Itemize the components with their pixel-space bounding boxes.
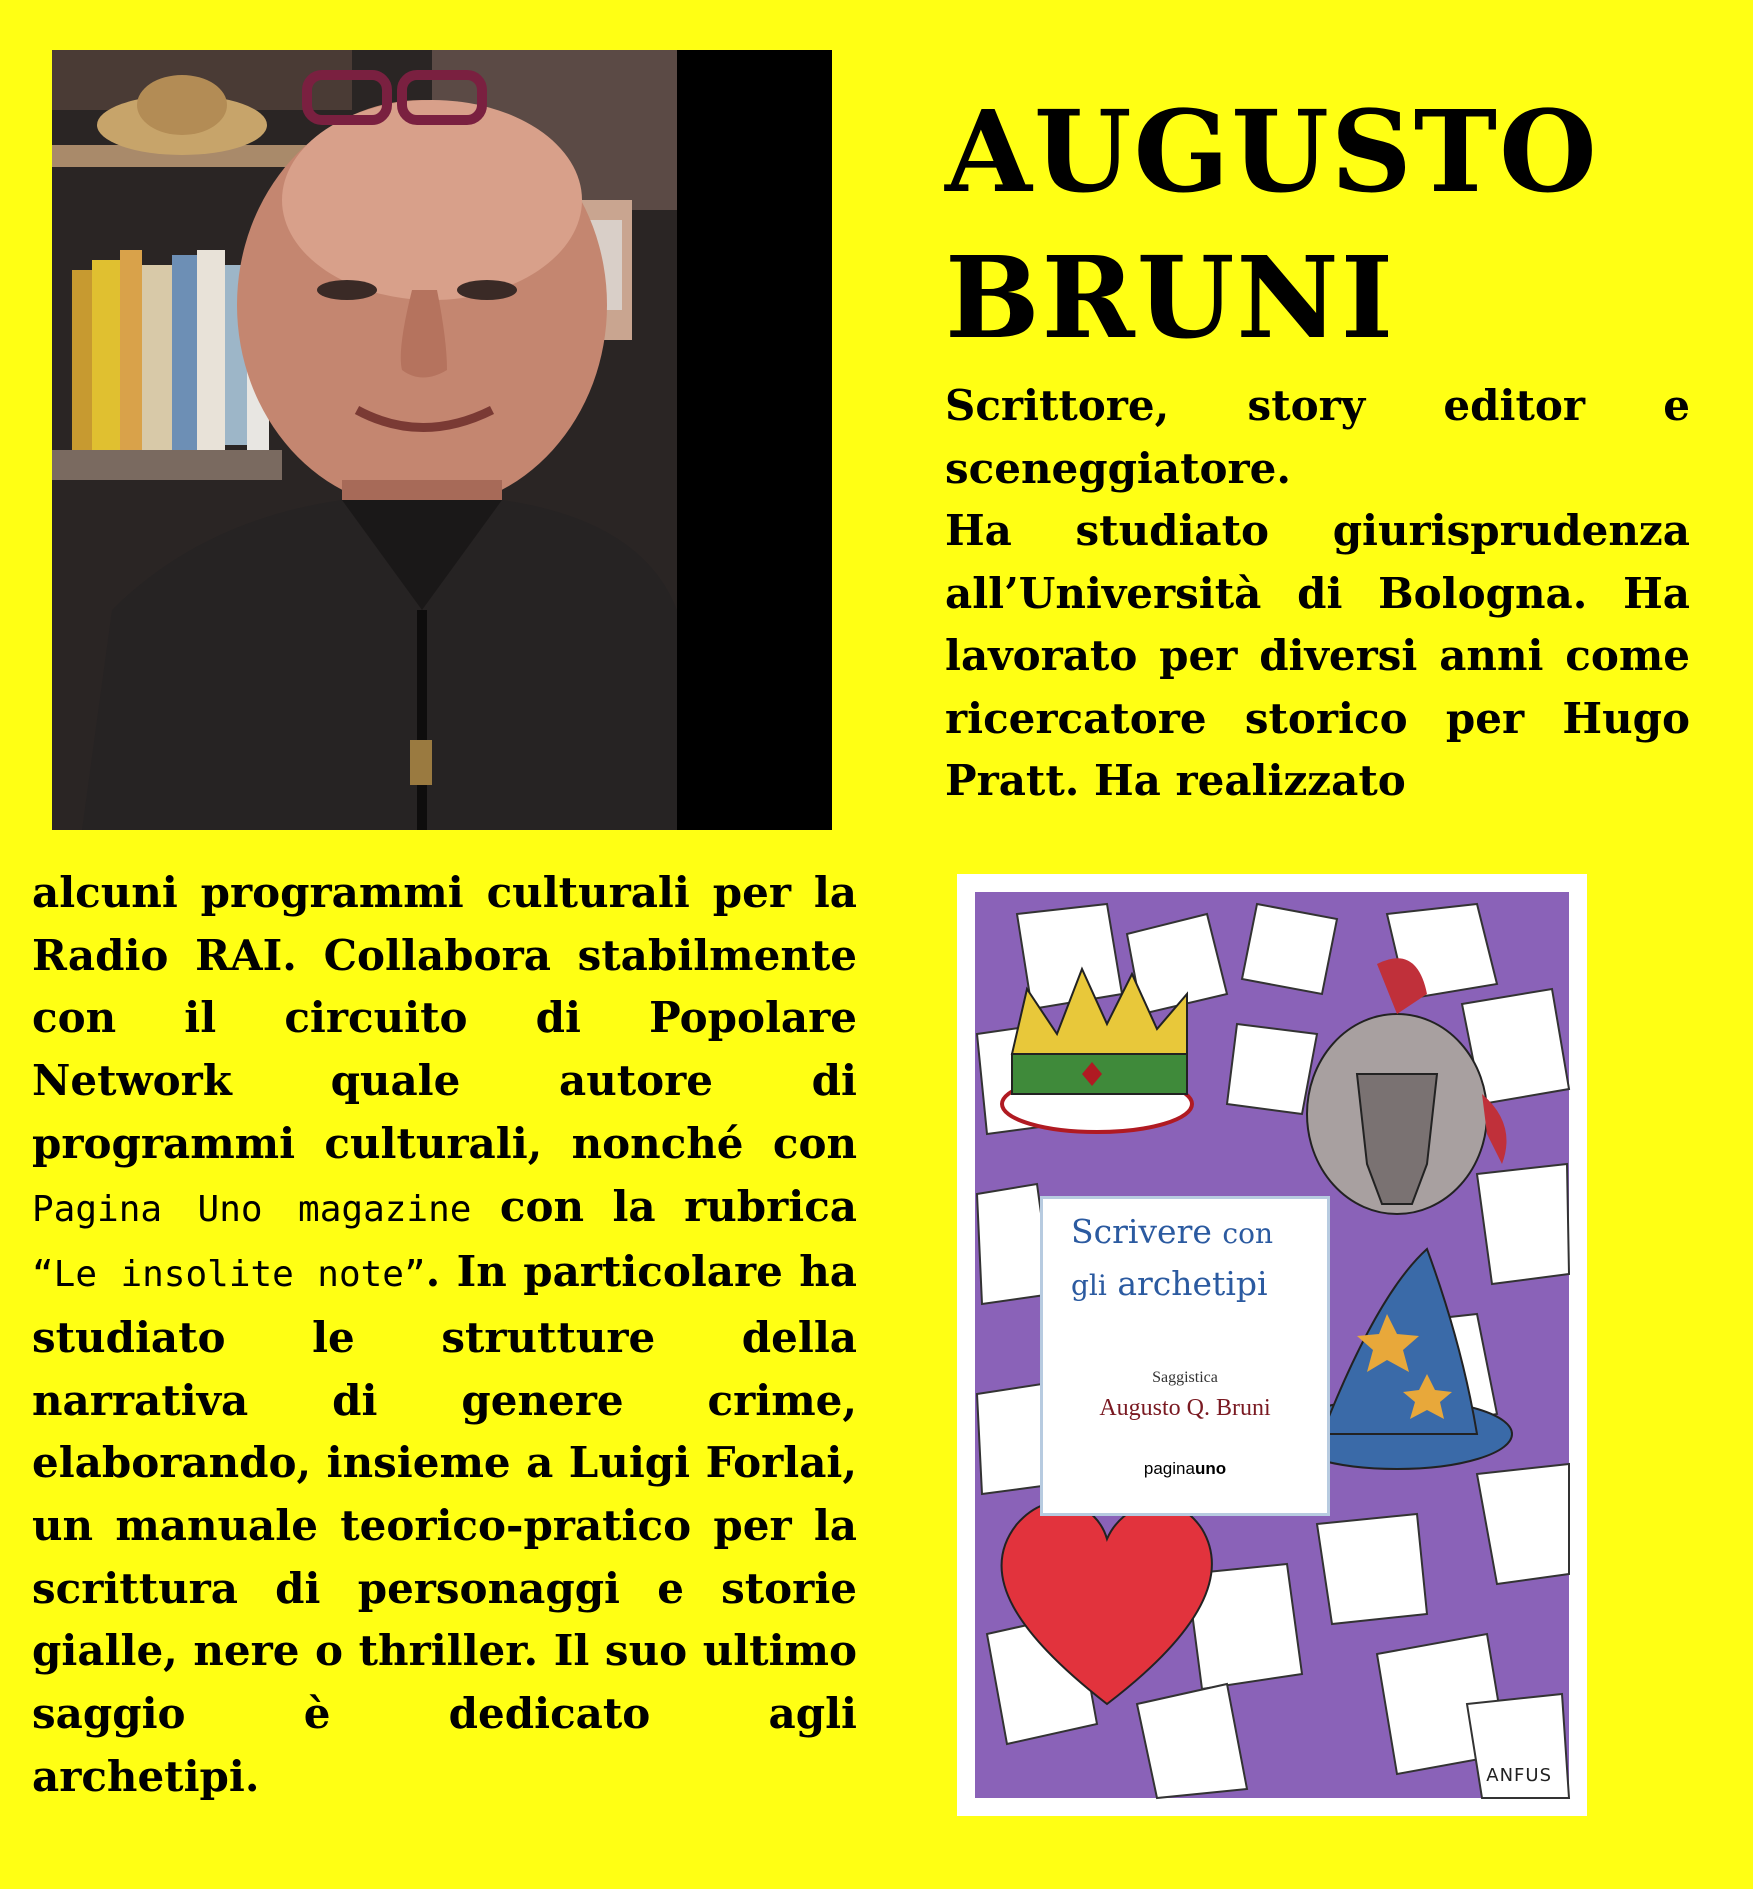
magazine-name: Pagina Uno magazine [32, 1188, 472, 1230]
bio-text-part2: con la rubrica [471, 1181, 857, 1231]
author-portrait-image [52, 50, 832, 830]
bio-text-part1: alcuni programmi culturali per la Radio RAI. Collabora stabilmente con il circuito di Popolare Network quale autore di programmi culturali, nonché con [32, 868, 857, 1168]
book-title-word2: con [1222, 1217, 1273, 1250]
bio-paragraph-role: Scrittore, story editor e sceneggiatore. [945, 381, 1690, 493]
publisher-logo [1043, 1459, 1327, 1479]
book-title-word4: archetipi [1117, 1264, 1268, 1303]
bio-text-part3: . In particolare ha studiato le strutture della narrativa di genere crime, elaborando, insieme a Luigi Forlai, un manuale teorico-pratico per la scrittura di personaggi e storie gialle, nere o thriller. Il suo ultimo saggio è dedicato agli [32, 1247, 857, 1739]
bio-paragraph-career: Ha studiato giurisprudenza all’Università di Bologna. Ha lavorato per diversi anni come ricercatore storico per Hugo Pratt. Ha realizzato [945, 506, 1690, 805]
publisher-name-part1: pagina [1143, 1459, 1195, 1478]
author-first-name: AUGUSTO [945, 87, 1599, 218]
rubric-name: “Le insolite note” [32, 1254, 426, 1296]
illustrator-signature: ANFUS [1486, 1765, 1552, 1786]
author-name-heading [945, 80, 1705, 372]
bio-bottom-text [32, 862, 857, 1809]
book-title-word1: Scrivere [1071, 1212, 1212, 1251]
book-title [1071, 1207, 1321, 1311]
bio-top-text [945, 375, 1690, 813]
book-cover [957, 874, 1587, 1816]
book-title-word3: gli [1071, 1269, 1107, 1302]
book-title-label [1040, 1196, 1330, 1516]
book-author: Augusto Q. Bruni [1099, 1395, 1271, 1421]
book-genre: Saggistica [1152, 1369, 1218, 1386]
author-photo [52, 50, 832, 830]
author-last-name: BRUNI [945, 233, 1396, 364]
publisher-name-part2: uno [1194, 1459, 1227, 1478]
bio-text-last: archetipi. [32, 1751, 260, 1801]
